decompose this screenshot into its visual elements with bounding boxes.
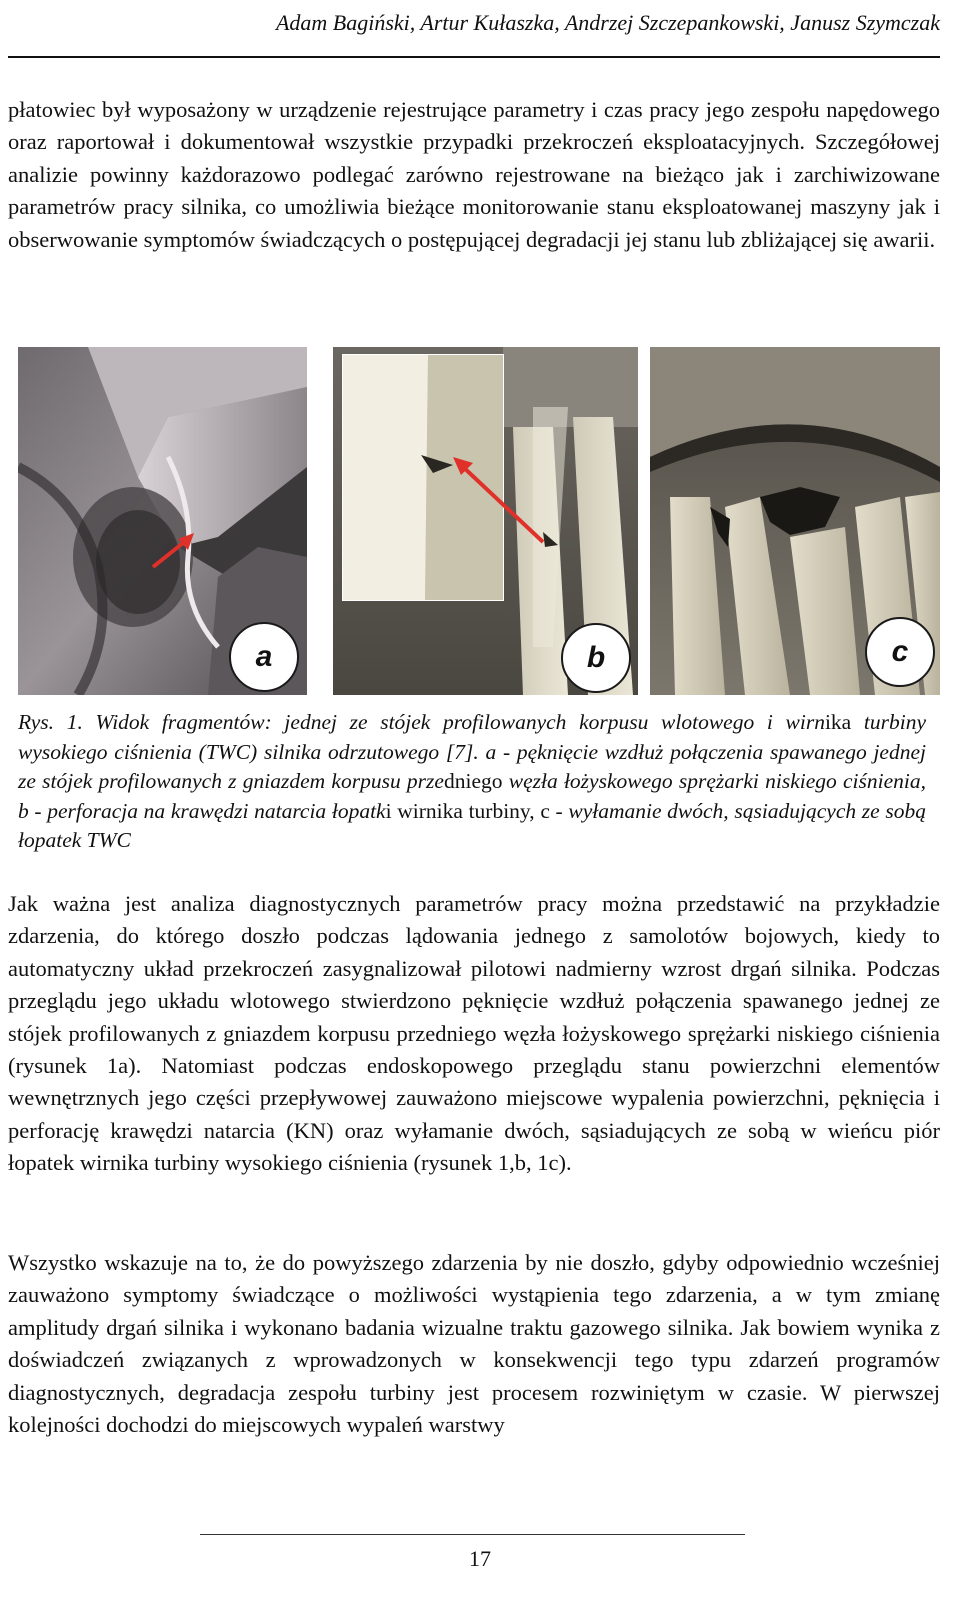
running-header: Adam Bagiński, Artur Kułaszka, Andrzej Szczepankowski, Janusz Szymczak xyxy=(8,4,940,58)
paragraph-1: płatowiec był wyposażony w urządzenie rejestrujące parametry i czas pracy jego zespołu napędowego oraz raportował i dokumentował wszystkie przypadki przekroczeń eksploatacyjnych. Szczegółowej analizie powinny każdorazowo podlegać zarówno rejestrowane na bieżąco jak i zarchiwizowane parametrów pracy silnika, co umożliwia bieżące monitorowanie stanu eksploatowanej maszyny jak i obserwowanie symptomów świadczących o postępującej degradacji jej stanu lub zbliżającej się awarii. xyxy=(8,97,940,252)
caption-part-5: węzła łożyskowego sprężarki niskiego ciśnienia, b - perforacja na krawędzi natarcia łopatk xyxy=(18,769,926,823)
panel-label-a: a xyxy=(229,622,299,692)
panel-label-b: b xyxy=(561,623,631,693)
figure-1 xyxy=(18,347,938,695)
caption-part-3: turbiny wysokiego ciśnienia (TWC) silnika odrzutowego [7]. a - pęknięcie wzdłuż połączenia spawanego jednej ze stójek profilowanych z gniazdem korpusu prze xyxy=(18,710,927,793)
caption-part-4: dniego xyxy=(443,769,503,793)
caption-part-1: Rys. 1. Widok fragmentów: jednej ze stójek profilowanych korpusu wlotowego i wirn xyxy=(18,710,825,734)
caption-part-7: wyłamanie dwóch, sąsiadujących ze sobą łopatek TWC xyxy=(18,798,926,852)
page-number: 17 xyxy=(469,1546,491,1571)
paragraph-3: Wszystko wskazuje na to, że do powyższego zdarzenia by nie doszło, gdyby odpowiednio wcześniej zauważono symptomy świadczące o możliwości wystąpienia tego zdarzenia, a w tym zmianę amplitudy drgań silnika i wykonano badania wizualne traktu gazowego silnika. Jak bowiem wynika z doświadczeń związanych z wprowadzonych w konsekwencji tego typu zdarzeń programów diagnostycznych, degradacja zespołu turbiny jest procesem rozwiniętym w czasie. W pierwszej kolejności dochodzi do miejscowych wypaleń warstwy xyxy=(8,1250,940,1438)
figure-panel-b xyxy=(333,347,638,695)
figure-caption xyxy=(18,708,926,856)
figure-panel-c xyxy=(650,347,940,695)
paragraph-2: Jak ważna jest analiza diagnostycznych parametrów pracy można przedstawić na przykładzie zdarzenia, do którego doszło podczas lądowania jednego z samolotów bojowych, kiedy to automatyczny układ przekroczeń zasygnalizował pilotowi nadmierny wzrost drgań silnika. Podczas przeglądu jego układu wlotowego stwierdzono pęknięcie wzdłuż połączenia spawanego jednej ze stójek profilowanych z gniazdem korpusu przedniego węzła łożyskowego sprężarki niskiego ciśnienia (rysunek 1a). Natomiast podczas endoskopowego przeglądu stanu powierzchni elementów wewnętrznych jego części przepływowej zauważono miejscowe wypalenia powierzchni, pęknięcia i perforację krawędzi natarcia (KN) oraz wyłamanie dwóch, sąsiadujących ze sobą w wieńcu piór łopatek wirnika turbiny wysokiego ciśnienia (rysunek 1,b, 1c). xyxy=(8,891,940,1176)
panel-label-c: c xyxy=(865,617,935,687)
caption-part-2: ika xyxy=(824,710,852,734)
caption-part-6: i wirnika turbiny, c - xyxy=(385,798,563,823)
footer-rule xyxy=(200,1534,745,1535)
figure-panel-a xyxy=(18,347,307,695)
